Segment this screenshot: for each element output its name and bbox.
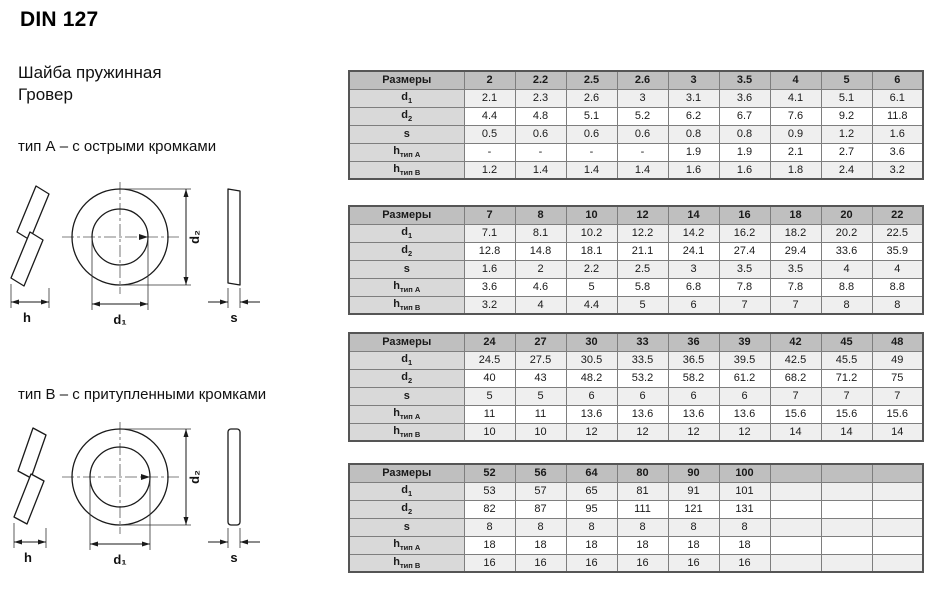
value-cell: 15.6 [821, 405, 872, 423]
table-row [349, 351, 923, 369]
table-row [349, 536, 923, 554]
value-cell: 8 [515, 518, 566, 536]
size-header-cell: 2.2 [515, 71, 566, 89]
size-header-cell: 24 [464, 333, 515, 351]
value-cell [872, 554, 923, 572]
row-label-cell: $d_2$ [349, 242, 464, 260]
value-cell: 15.6 [872, 405, 923, 423]
value-cell: 3.6 [719, 89, 770, 107]
value-cell: 5.8 [617, 278, 668, 296]
value-cell: 111 [617, 500, 668, 518]
type-a-label: тип А – с острыми кромками [18, 138, 217, 155]
size-header-cell: 14 [668, 206, 719, 224]
value-cell: 1.6 [872, 125, 923, 143]
value-cell: 1.2 [821, 125, 872, 143]
value-cell: 57 [515, 482, 566, 500]
value-cell [872, 482, 923, 500]
size-header-cell: 2 [464, 71, 515, 89]
value-cell: 5 [617, 296, 668, 314]
value-cell: 12 [668, 423, 719, 441]
size-header-cell: 56 [515, 464, 566, 482]
h-label: h [24, 550, 32, 565]
value-cell: 42.5 [770, 351, 821, 369]
value-cell: 3.2 [464, 296, 515, 314]
row-label-cell: s [349, 518, 464, 536]
value-cell [872, 518, 923, 536]
value-cell: 21.1 [617, 242, 668, 260]
row-label-cell: s [349, 260, 464, 278]
value-cell: 58.2 [668, 369, 719, 387]
table-header-row [349, 71, 923, 89]
size-header-cell: 39 [719, 333, 770, 351]
value-cell: 13.6 [668, 405, 719, 423]
value-cell: 1.6 [464, 260, 515, 278]
row-label-cell: s [349, 387, 464, 405]
value-cell: 13.6 [617, 405, 668, 423]
value-cell: 75 [872, 369, 923, 387]
table-row [349, 500, 923, 518]
value-cell: 3 [668, 260, 719, 278]
value-cell: 16.2 [719, 224, 770, 242]
value-cell: 49 [872, 351, 923, 369]
value-cell: 53.2 [617, 369, 668, 387]
size-header-cell: 2.5 [566, 71, 617, 89]
value-cell: 5 [464, 387, 515, 405]
value-cell: 10 [515, 423, 566, 441]
value-cell [872, 536, 923, 554]
value-cell: 0.6 [515, 125, 566, 143]
value-cell: 6.1 [872, 89, 923, 107]
row-label-cell: $d_2$ [349, 369, 464, 387]
value-cell: 7.8 [719, 278, 770, 296]
size-header-cell: 30 [566, 333, 617, 351]
value-cell: 6.7 [719, 107, 770, 125]
row-label-cell: $h_{тип A}$ [349, 405, 464, 423]
table-header-row [349, 464, 923, 482]
value-cell: 1.6 [668, 161, 719, 179]
size-header-cell [770, 464, 821, 482]
size-header-cell: 7 [464, 206, 515, 224]
value-cell: 4.4 [464, 107, 515, 125]
size-header-cell: 20 [821, 206, 872, 224]
value-cell: 2.4 [821, 161, 872, 179]
dimension-table-4 [348, 463, 924, 573]
size-header-cell: 80 [617, 464, 668, 482]
value-cell: 6.8 [668, 278, 719, 296]
row-label-cell: $h_{тип B}$ [349, 161, 464, 179]
value-cell: 13.6 [719, 405, 770, 423]
value-cell: 27.4 [719, 242, 770, 260]
value-cell: 3.6 [872, 143, 923, 161]
value-cell [821, 500, 872, 518]
table-row [349, 278, 923, 296]
value-cell: 20.2 [821, 224, 872, 242]
value-cell: 16 [515, 554, 566, 572]
value-cell: 1.4 [515, 161, 566, 179]
table-row [349, 107, 923, 125]
value-cell: 1.8 [770, 161, 821, 179]
value-cell: 6 [566, 387, 617, 405]
value-cell: 4 [821, 260, 872, 278]
d2-label: d₂ [187, 230, 202, 244]
table-row [349, 369, 923, 387]
table-row [349, 518, 923, 536]
value-cell: 11.8 [872, 107, 923, 125]
value-cell [770, 500, 821, 518]
value-cell: 43 [515, 369, 566, 387]
row-label-cell: $h_{тип B}$ [349, 296, 464, 314]
table-row [349, 260, 923, 278]
value-cell: 48.2 [566, 369, 617, 387]
value-cell: 22.5 [872, 224, 923, 242]
value-cell: 18 [515, 536, 566, 554]
table-row [349, 242, 923, 260]
value-cell: 7.6 [770, 107, 821, 125]
value-cell [770, 536, 821, 554]
size-header-cell [872, 464, 923, 482]
value-cell: 18 [719, 536, 770, 554]
value-cell: 87 [515, 500, 566, 518]
table-row [349, 387, 923, 405]
value-cell: 5 [515, 387, 566, 405]
s-label: s [230, 310, 238, 325]
size-header-cell: 64 [566, 464, 617, 482]
d1-label: d₁ [113, 552, 127, 567]
value-cell: 0.5 [464, 125, 515, 143]
value-cell [770, 482, 821, 500]
value-cell: 0.8 [719, 125, 770, 143]
value-cell: 68.2 [770, 369, 821, 387]
size-header-cell: 12 [617, 206, 668, 224]
value-cell: 9.2 [821, 107, 872, 125]
value-cell: 7 [872, 387, 923, 405]
value-cell: 33.6 [821, 242, 872, 260]
sizes-header-cell: Размеры [349, 333, 464, 351]
value-cell: 4.6 [515, 278, 566, 296]
row-label-cell: $h_{тип A}$ [349, 143, 464, 161]
value-cell: 18.2 [770, 224, 821, 242]
size-header-cell: 3 [668, 71, 719, 89]
value-cell: 5.2 [617, 107, 668, 125]
row-label-cell: $d_1$ [349, 482, 464, 500]
size-header-cell: 22 [872, 206, 923, 224]
value-cell: 10 [464, 423, 515, 441]
value-cell: 40 [464, 369, 515, 387]
value-cell: 0.6 [617, 125, 668, 143]
value-cell: 81 [617, 482, 668, 500]
value-cell: 16 [617, 554, 668, 572]
value-cell: 71.2 [821, 369, 872, 387]
value-cell: 4 [872, 260, 923, 278]
size-header-cell: 36 [668, 333, 719, 351]
value-cell: 14 [872, 423, 923, 441]
value-cell: 5 [566, 278, 617, 296]
value-cell: 4 [515, 296, 566, 314]
value-cell: 11 [464, 405, 515, 423]
value-cell: 24.1 [668, 242, 719, 260]
value-cell: 6 [668, 296, 719, 314]
value-cell: 14.8 [515, 242, 566, 260]
dimension-table-1 [348, 70, 924, 180]
value-cell: 10.2 [566, 224, 617, 242]
value-cell: 15.6 [770, 405, 821, 423]
size-header-cell: 5 [821, 71, 872, 89]
value-cell: 12 [617, 423, 668, 441]
value-cell [872, 500, 923, 518]
row-label-cell: $d_1$ [349, 351, 464, 369]
value-cell: 3.2 [872, 161, 923, 179]
value-cell: 3.5 [719, 260, 770, 278]
row-label-cell: $d_2$ [349, 107, 464, 125]
sizes-header-cell: Размеры [349, 464, 464, 482]
value-cell: 18 [668, 536, 719, 554]
value-cell: 7 [821, 387, 872, 405]
value-cell: 7 [719, 296, 770, 314]
value-cell: 7 [770, 296, 821, 314]
value-cell: 2.7 [821, 143, 872, 161]
size-header-cell: 100 [719, 464, 770, 482]
value-cell: 8 [617, 518, 668, 536]
size-header-cell: 42 [770, 333, 821, 351]
value-cell: 61.2 [719, 369, 770, 387]
value-cell: 3.5 [770, 260, 821, 278]
value-cell: 5.1 [821, 89, 872, 107]
size-header-cell: 27 [515, 333, 566, 351]
row-label-cell: $d_1$ [349, 224, 464, 242]
value-cell: 8 [668, 518, 719, 536]
value-cell: 5.1 [566, 107, 617, 125]
value-cell: 8 [719, 518, 770, 536]
table-row [349, 296, 923, 314]
value-cell: 8.1 [515, 224, 566, 242]
value-cell: 1.2 [464, 161, 515, 179]
value-cell: - [617, 143, 668, 161]
value-cell [770, 554, 821, 572]
value-cell: - [566, 143, 617, 161]
table-row [349, 89, 923, 107]
table-header-row [349, 333, 923, 351]
value-cell: 101 [719, 482, 770, 500]
subtitle-line-1: Шайба пружинная [18, 63, 162, 82]
value-cell: 3.6 [464, 278, 515, 296]
dimension-table-3 [348, 332, 924, 442]
value-cell: 2.3 [515, 89, 566, 107]
value-cell [821, 536, 872, 554]
value-cell: 6 [719, 387, 770, 405]
value-cell: 7.8 [770, 278, 821, 296]
value-cell: 14.2 [668, 224, 719, 242]
size-header-cell: 33 [617, 333, 668, 351]
size-header-cell: 90 [668, 464, 719, 482]
table-row [349, 482, 923, 500]
size-header-cell: 48 [872, 333, 923, 351]
sizes-header-cell: Размеры [349, 71, 464, 89]
value-cell: 29.4 [770, 242, 821, 260]
value-cell: - [464, 143, 515, 161]
row-label-cell: $h_{тип B}$ [349, 554, 464, 572]
value-cell: 11 [515, 405, 566, 423]
d2-label: d₂ [187, 470, 202, 484]
value-cell: 8 [821, 296, 872, 314]
value-cell: 53 [464, 482, 515, 500]
size-header-cell: 18 [770, 206, 821, 224]
size-header-cell: 6 [872, 71, 923, 89]
value-cell: 65 [566, 482, 617, 500]
value-cell: 1.9 [719, 143, 770, 161]
value-cell: 16 [566, 554, 617, 572]
value-cell: 16 [719, 554, 770, 572]
value-cell: 8.8 [872, 278, 923, 296]
value-cell: 27.5 [515, 351, 566, 369]
value-cell: 35.9 [872, 242, 923, 260]
value-cell: 2.6 [566, 89, 617, 107]
s-label: s [230, 550, 238, 565]
value-cell: 18 [617, 536, 668, 554]
size-header-cell: 45 [821, 333, 872, 351]
value-cell: 131 [719, 500, 770, 518]
value-cell: 121 [668, 500, 719, 518]
value-cell: 0.9 [770, 125, 821, 143]
row-label-cell: $d_2$ [349, 500, 464, 518]
value-cell: 12 [566, 423, 617, 441]
size-header-cell: 16 [719, 206, 770, 224]
sizes-header-cell: Размеры [349, 206, 464, 224]
value-cell: 1.9 [668, 143, 719, 161]
table-row [349, 423, 923, 441]
value-cell: 2.5 [617, 260, 668, 278]
subtitle-line-2: Гровер [18, 85, 73, 105]
value-cell: 18 [566, 536, 617, 554]
value-cell: 1.4 [566, 161, 617, 179]
value-cell: 3.1 [668, 89, 719, 107]
value-cell: 4.1 [770, 89, 821, 107]
value-cell: 12.8 [464, 242, 515, 260]
table-row [349, 405, 923, 423]
dimension-table-2 [348, 205, 924, 315]
row-label-cell: $h_{тип B}$ [349, 423, 464, 441]
value-cell [821, 554, 872, 572]
row-label-cell: $h_{тип A}$ [349, 278, 464, 296]
size-header-cell: 4 [770, 71, 821, 89]
size-header-cell [821, 464, 872, 482]
value-cell: 2 [515, 260, 566, 278]
value-cell: 2.1 [464, 89, 515, 107]
size-header-cell: 3.5 [719, 71, 770, 89]
value-cell: 16 [668, 554, 719, 572]
value-cell: 1.4 [617, 161, 668, 179]
value-cell: 8 [566, 518, 617, 536]
value-cell: 0.6 [566, 125, 617, 143]
value-cell: 14 [770, 423, 821, 441]
size-header-cell: 2.6 [617, 71, 668, 89]
value-cell: 13.6 [566, 405, 617, 423]
type-b-label: тип B – с притупленными кромками [18, 386, 267, 403]
row-label-cell: $d_1$ [349, 89, 464, 107]
value-cell: 82 [464, 500, 515, 518]
size-header-cell: 8 [515, 206, 566, 224]
value-cell: 4.4 [566, 296, 617, 314]
value-cell: 1.6 [719, 161, 770, 179]
value-cell: 6 [668, 387, 719, 405]
table-header-row [349, 206, 923, 224]
value-cell: 33.5 [617, 351, 668, 369]
table-row [349, 224, 923, 242]
value-cell: 18 [464, 536, 515, 554]
value-cell: 36.5 [668, 351, 719, 369]
page-title: DIN 127 [20, 8, 99, 31]
value-cell: 2.2 [566, 260, 617, 278]
value-cell: 3 [617, 89, 668, 107]
size-header-cell: 52 [464, 464, 515, 482]
value-cell: 4.8 [515, 107, 566, 125]
value-cell: - [515, 143, 566, 161]
size-header-cell: 10 [566, 206, 617, 224]
value-cell: 18.1 [566, 242, 617, 260]
value-cell: 24.5 [464, 351, 515, 369]
value-cell: 39.5 [719, 351, 770, 369]
d1-label: d₁ [113, 312, 127, 327]
table-row [349, 125, 923, 143]
value-cell: 30.5 [566, 351, 617, 369]
value-cell: 14 [821, 423, 872, 441]
value-cell: 91 [668, 482, 719, 500]
value-cell: 8.8 [821, 278, 872, 296]
table-row [349, 143, 923, 161]
value-cell: 8 [872, 296, 923, 314]
value-cell: 7.1 [464, 224, 515, 242]
value-cell: 45.5 [821, 351, 872, 369]
value-cell: 12.2 [617, 224, 668, 242]
value-cell: 6 [617, 387, 668, 405]
value-cell: 95 [566, 500, 617, 518]
row-label-cell: $h_{тип A}$ [349, 536, 464, 554]
value-cell: 16 [464, 554, 515, 572]
value-cell [770, 518, 821, 536]
value-cell [821, 518, 872, 536]
value-cell: 7 [770, 387, 821, 405]
row-label-cell: s [349, 125, 464, 143]
value-cell: 12 [719, 423, 770, 441]
h-label: h [23, 310, 31, 325]
value-cell: 6.2 [668, 107, 719, 125]
value-cell: 8 [464, 518, 515, 536]
table-row [349, 554, 923, 572]
table-row [349, 161, 923, 179]
value-cell: 2.1 [770, 143, 821, 161]
value-cell [821, 482, 872, 500]
value-cell: 0.8 [668, 125, 719, 143]
